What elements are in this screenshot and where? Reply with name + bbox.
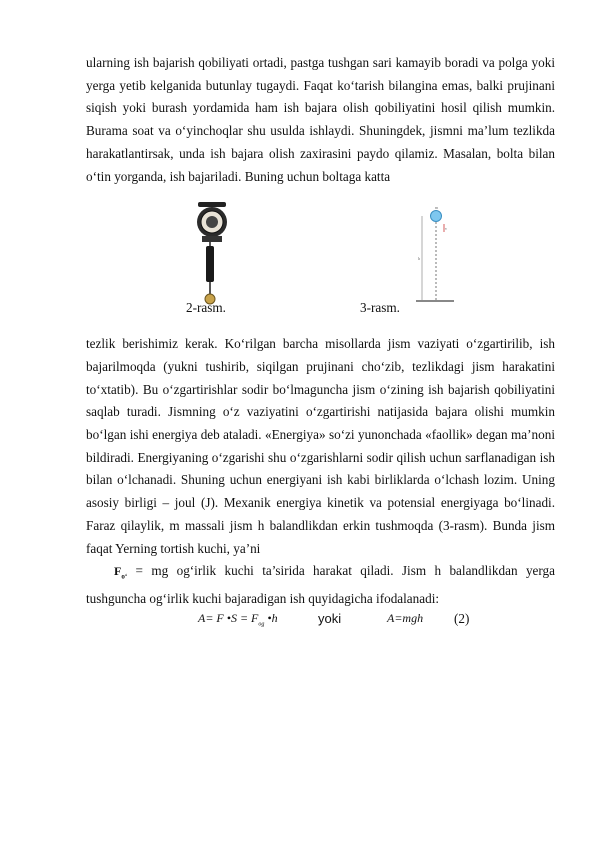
page-content xyxy=(86,52,555,633)
formula-or: yoki xyxy=(318,611,342,627)
pendulum-clock-figure xyxy=(192,200,232,310)
paragraph-1: ularning ish bajarish qobiliyati ortadi, pastga tushgan sari kamayib boradi va polga yoki yerga yetib kelganida butunlay tugaydi. Faqat ko‘tarish bilangina emas, balki prujinani siqish yoki burash yordamida ham ish bajara olish qobiliyatini hosil qilish mumkin. Burama soat va o‘yinchoqlar shu usulda ishlaydi. Shuningdek, jismni ma’lum tezlikda harakatlantirsak, unda ish bajara olish zaxirasini paydo qilamiz. Masalan, bolta bilan o‘tin yorganda, ish bajariladi. Buning uchun boltaga katta xyxy=(86,55,555,184)
paragraph-2: tezlik berishimiz kerak. Ko‘rilgan barcha misollarda jism vaziyati o‘zgartirilib, ish bajarilmoqda (yukni tushirib, siqilgan prujinani cho‘zib, tezlikdagi jism harakatini to‘xtatib). Bu o‘zgartirishlar sodir bo‘lmaguncha jism o‘zining ish bajarish qobiliyatini saqlab turadi. Jismning o‘z vaziyatini o‘zgartirishi natijasida bajara olishi mumkin bo‘lgan ishi energiya deb ataladi. «Energiya» so‘zi yunonchada «faollik» degan ma’noni bildiradi. Energiyaning o‘zgarishi shu o‘zgarishlarni sodir qilish uchun sarflanadigan ish bilan o‘lchanadi. Shuning uchun energiyani ish kabi birliklarda o‘lchash lozim. Uning asosiy birligi – joul (J). Mexanik energiya kinetik va potensial energiyaga bo‘linadi. Faraz qilaylik, m massali jism h balandlikdan erkin tushmoqda (3-rasm). Bunda jism faqat Yerning tortish kuchi, ya’ni xyxy=(86,336,555,556)
formula-left: A= F •S = $F_{og}$ •h xyxy=(198,611,278,628)
fig3-velocity-label: v xyxy=(445,226,447,232)
formula-number: (2) xyxy=(454,611,470,627)
fig3-height-label: h xyxy=(418,256,420,262)
figure-2-caption: 2-rasm. xyxy=(186,300,226,316)
gravity-force-symbol: $F_{o‘}$ xyxy=(114,564,128,581)
falling-ball-figure xyxy=(412,204,456,308)
figures-row xyxy=(86,188,555,333)
work-formula xyxy=(86,611,555,633)
fig3-mass-label: m xyxy=(435,205,439,211)
figure-3-caption: 3-rasm. xyxy=(360,300,400,316)
formula-right: A=mgh xyxy=(387,611,424,626)
paragraph-3: $F_{o‘}$ = mg og‘irlik kuchi ta’sirida harakat qiladi. Jism h balandlikdan yerga tushguncha og‘irlik kuchi bajaradigan ish quyidagicha ifodalanadi: xyxy=(86,563,555,607)
